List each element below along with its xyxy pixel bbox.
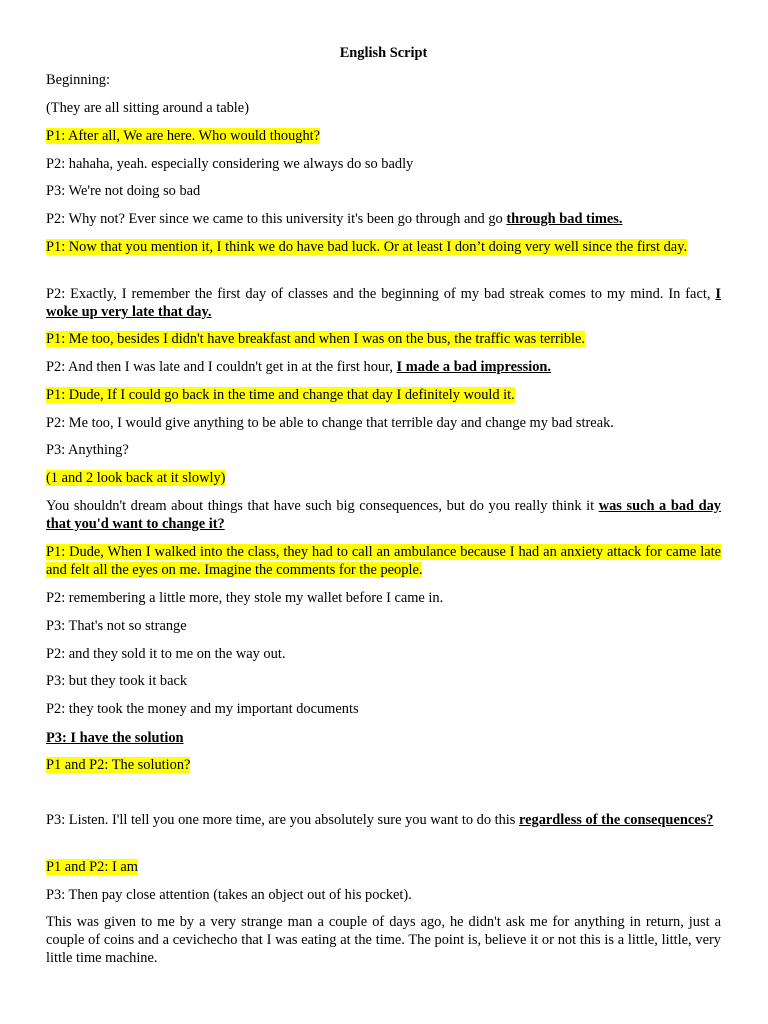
dialogue-text: P2: Why not? Ever since we came to this university it's been go through and go [46, 211, 507, 227]
dialogue-line [46, 756, 721, 774]
dialogue-line [46, 497, 721, 533]
highlighted-text: P1 and P2: I am [46, 859, 138, 875]
dialogue-text: You shouldn't dream about things that have such big consequences, but do you really think it [46, 498, 599, 514]
dialogue-text: P2: And then I was late and I couldn't get in at the first hour, [46, 359, 397, 375]
emphasized-text: I woke up very late that day. [46, 286, 721, 320]
emphasized-text: was such a bad day that you'd want to change it? [46, 498, 721, 532]
dialogue-line [46, 386, 721, 404]
emphasized-text: I made a bad impression. [396, 359, 551, 375]
dialogue-line: P2: hahaha, yeah. especially considering we always do so badly [46, 156, 414, 172]
section-heading: Beginning: [46, 72, 110, 88]
emphasized-text: P3: I have the solution [46, 730, 184, 746]
dialogue-line [46, 543, 721, 579]
dialogue-line: P2: Me too, I would give anything to be able to change that terrible day and change my bad streak. [46, 415, 614, 431]
highlighted-text: P1: Me too, besides I didn't have breakfast and when I was on the bus, the traffic was terrible. [46, 331, 586, 347]
highlighted-text: P1: Now that you mention it, I think we do have bad luck. Or at least I don’t doing very well since the first day. [46, 239, 688, 255]
stage-direction: (They are all sitting around a table) [46, 100, 249, 116]
dialogue-line [46, 238, 721, 256]
document-title: English Script [339, 45, 428, 61]
dialogue-line [46, 358, 721, 376]
emphasized-text: regardless of the consequences? [519, 812, 714, 828]
highlighted-text: P1 and P2: The solution? [46, 757, 191, 773]
emphasized-text: through bad times. [506, 211, 623, 227]
dialogue-line [46, 330, 721, 348]
dialogue-line: P3: That's not so strange [46, 618, 187, 634]
dialogue-line [46, 210, 721, 228]
dialogue-line: P2: and they sold it to me on the way out. [46, 646, 286, 662]
dialogue-line [46, 285, 721, 321]
highlighted-text: P1: After all, We are here. Who would thought? [46, 128, 321, 144]
highlighted-text: P1: Dude, When I walked into the class, they had to call an ambulance because I had an anxiety attack for came late and felt all the eyes on me. Imagine the comments for the people. [46, 544, 721, 578]
dialogue-line: P2: they took the money and my important documents [46, 701, 359, 717]
dialogue-line: P2: remembering a little more, they stole my wallet before I came in. [46, 590, 444, 606]
dialogue-line: P3: We're not doing so bad [46, 183, 201, 199]
dialogue-line [46, 729, 721, 747]
highlighted-text: P1: Dude, If I could go back in the time and change that day I definitely would it. [46, 387, 515, 403]
dialogue-text: P2: Exactly, I remember the first day of classes and the beginning of my bad streak comes to my mind. In fact, [46, 286, 716, 302]
dialogue-line: P3: but they took it back [46, 673, 188, 689]
stage-direction [46, 469, 721, 487]
dialogue-text: P3: Listen. I'll tell you one more time, are you absolutely sure you want to do this [46, 812, 520, 828]
dialogue-line [46, 127, 721, 145]
dialogue-line [46, 858, 721, 876]
dialogue-line: This was given to me by a very strange man a couple of days ago, he didn't ask me for anything in return, just a couple of coins and a cevichecho that I was eating at the time. The point is, believe it or not this is a little, little, very little time machine. [46, 914, 721, 966]
dialogue-line: P3: Anything? [46, 442, 129, 458]
highlighted-text: (1 and 2 look back at it slowly) [46, 470, 226, 486]
dialogue-line [46, 811, 721, 829]
dialogue-line: P3: Then pay close attention (takes an object out of his pocket). [46, 887, 412, 903]
